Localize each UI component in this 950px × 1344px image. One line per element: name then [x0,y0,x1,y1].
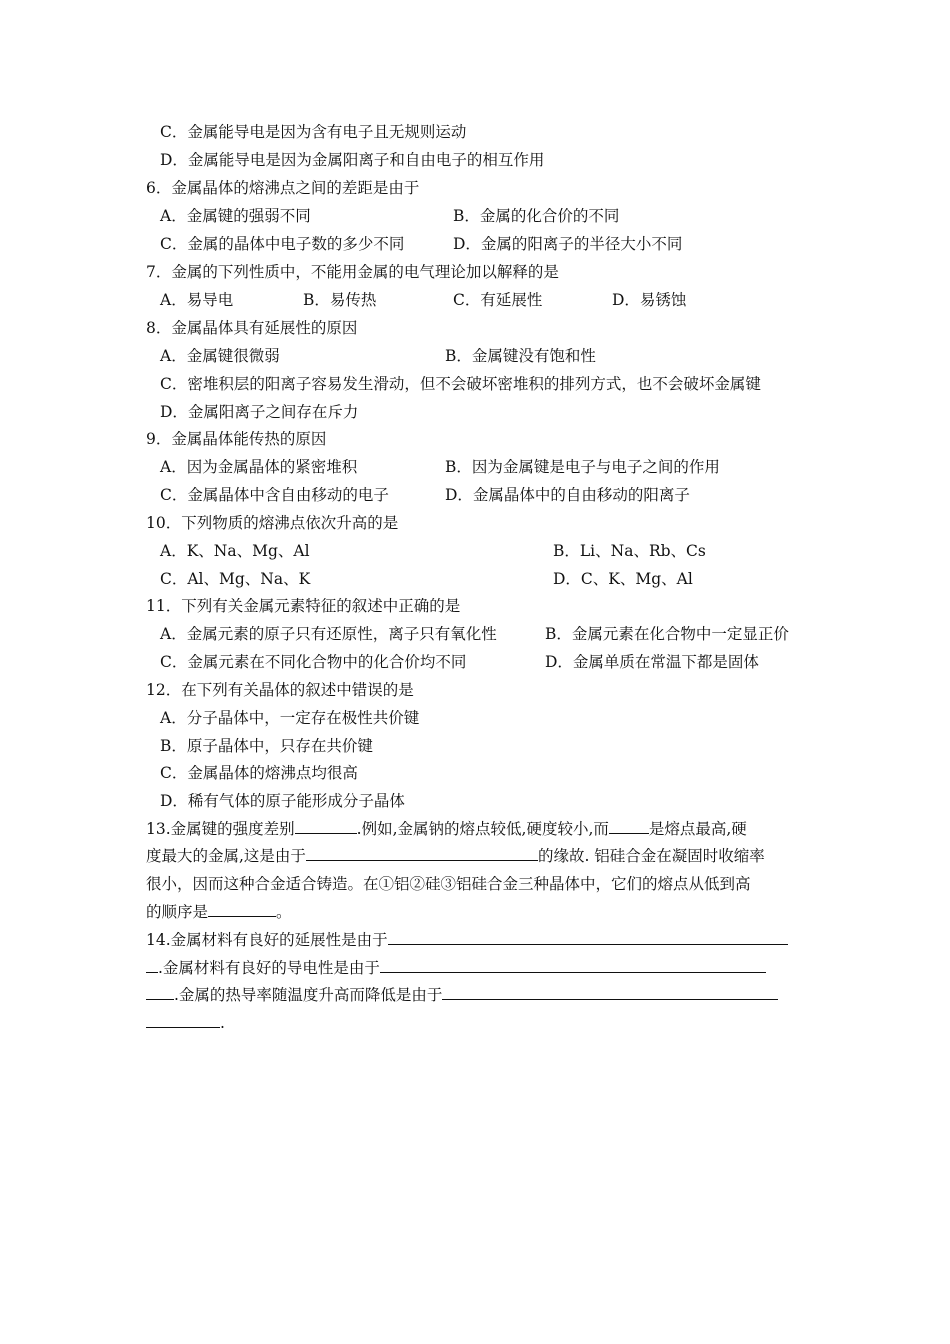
q9-option-c: C．金属晶体中含自由移动的电子 [160,486,389,504]
q9-option-a: A．因为金属晶体的紧密堆积 [160,458,358,476]
q8-option-d: D．金属阳离子之间存在斥力 [160,403,359,421]
q14-blank-2b[interactable] [146,985,174,1000]
q13-text-8: 。 [276,903,292,921]
q12-option-d: D．稀有气体的原子能形成分子晶体 [160,792,405,810]
q14-blank-1b[interactable] [146,958,158,973]
q13-text-1: 13.金属键的强度差别 [146,820,295,838]
q7-option-d: D．易锈蚀 [612,291,687,309]
q14-line-1 [146,930,788,950]
q11-option-a: A．金属元素的原子只有还原性，离子只有氧化性 [160,625,497,643]
q6-option-d: D．金属的阳离子的半径大小不同 [453,235,683,253]
q13-line-2 [146,846,765,866]
q10-option-a: A．K、Na、Mg、Al [160,542,310,560]
q13-line-3: 很小，因而这种合金适合铸造。在①铝②硅③铝硅合金三种晶体中，它们的熔点从低到高 [146,875,751,893]
q5-option-c: C．金属能导电是因为含有电子且无规则运动 [160,123,467,141]
q8-option-a: A．金属键很微弱 [160,347,280,365]
q13-blank-1[interactable] [295,819,357,834]
q14-line-2 [146,958,766,978]
q14-text-3: .金属的热导率随温度升高而降低是由于 [174,986,443,1004]
q13-line-1 [146,819,747,839]
q7-option-a: A．易导电 [160,291,234,309]
q14-text-4: . [220,1014,225,1032]
q11-stem: 11．下列有关金属元素特征的叙述中正确的是 [146,597,461,615]
q14-text-2: .金属材料有良好的导电性是由于 [158,959,380,977]
q13-text-2: .例如,金属钠的熔点较低,硬度较小,而 [356,820,609,838]
q12-stem: 12．在下列有关晶体的叙述中错误的是 [146,681,414,699]
q14-line-3 [146,985,778,1005]
q5-option-d: D．金属能导电是因为金属阳离子和自由电子的相互作用 [160,151,545,169]
q13-blank-4[interactable] [208,902,276,917]
q13-text-7: 的顺序是 [146,903,209,921]
q14-line-4 [146,1013,225,1033]
q7-option-b: B．易传热 [303,291,377,309]
q12-option-b: B．原子晶体中，只存在共价键 [160,737,373,755]
q10-option-b: B．Li、Na、Rb、Cs [553,542,706,560]
q13-text-4: 度最大的金属,这是由于 [146,847,306,865]
q10-stem: 10．下列物质的熔沸点依次升高的是 [146,514,399,532]
q8-option-c: C．密堆积层的阳离子容易发生滑动，但不会破坏密堆积的排列方式，也不会破坏金属键 [160,375,761,393]
q10-option-d: D．C、K、Mg、Al [553,570,693,588]
q14-blank-1a[interactable] [388,930,788,945]
q11-option-d: D．金属单质在常温下都是固体 [545,653,759,671]
q9-option-b: B．因为金属键是电子与电子之间的作用 [445,458,720,476]
q13-line-4 [146,902,292,922]
q6-stem: 6．金属晶体的熔沸点之间的差距是由于 [146,179,420,197]
q11-option-c: C．金属元素在不同化合物中的化合价均不同 [160,653,467,671]
q9-option-d: D．金属晶体中的自由移动的阳离子 [445,486,690,504]
q6-option-b: B．金属的化合价的不同 [453,207,620,225]
q6-option-a: A．金属键的强弱不同 [160,207,311,225]
q12-option-c: C．金属晶体的熔沸点均很高 [160,764,358,782]
q13-text-5: 的缘故. 铝硅合金在凝固时收缩率 [537,847,765,865]
q13-blank-3[interactable] [306,846,538,861]
q7-option-c: C．有延展性 [453,291,543,309]
q10-option-c: C．Al、Mg、Na、K [160,570,311,588]
q14-blank-3b[interactable] [146,1013,220,1028]
q8-option-b: B．金属键没有饱和性 [445,347,596,365]
q11-option-b: B．金属元素在化合物中一定显正价 [545,625,789,643]
q14-text-1: 14.金属材料有良好的延展性是由于 [146,931,388,949]
q8-stem: 8．金属晶体具有延展性的原因 [146,319,358,337]
q6-option-c: C．金属的晶体中电子数的多少不同 [160,235,405,253]
q7-stem: 7．金属的下列性质中，不能用金属的电气理论加以解释的是 [146,263,559,281]
q9-stem: 9．金属晶体能传热的原因 [146,430,327,448]
q14-blank-2a[interactable] [380,958,766,973]
q12-option-a: A．分子晶体中，一定存在极性共价键 [160,709,420,727]
q13-text-3: 是熔点最高,硬 [648,820,747,838]
q14-blank-3a[interactable] [442,985,778,1000]
q13-blank-2[interactable] [609,819,649,834]
